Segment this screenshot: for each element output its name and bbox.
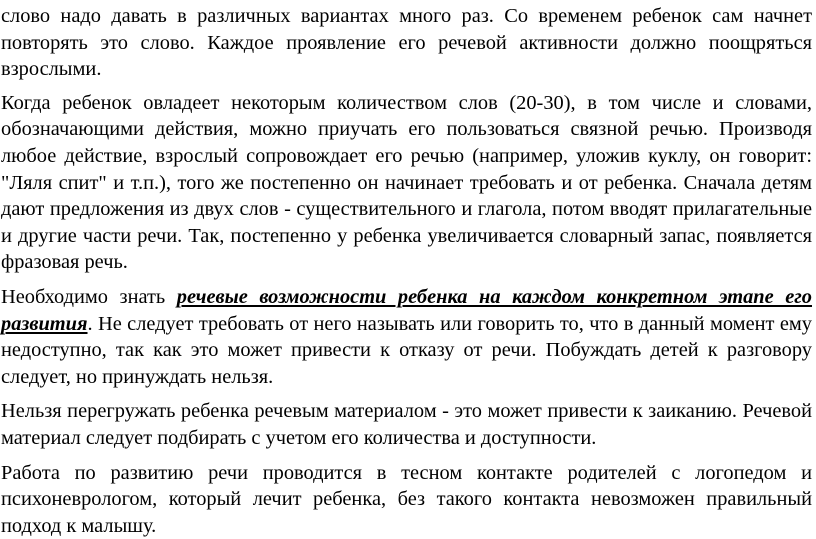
- paragraph-specialist-contact: Работа по развитию речи проводится в тесном контакте родителей с логопедом и психоневрологом, который лечит ребенка, без такого контакта невозможен правильный подход к малышу.: [1, 461, 812, 537]
- paragraph-speech-overload: Нельзя перегружать ребенка речевым материалом - это может привести к заиканию. Речевой материал следует подбирать с учетом его количества и доступности.: [1, 400, 812, 449]
- paragraph-lead-text: Необходимо знать: [1, 285, 177, 308]
- paragraph-connected-speech: Когда ребенок овладеет некоторым количеством слов (20-30), в том числе и словами, обозначающими действия, можно приучать его пользоваться связной речью. Производя любое действие, взрослый сопровождает его речью (например, уложив куклу, он говорит: "Ляля спит" и т.п.), того же постепенно он начинает требовать и от ребенка. Сначала детям дают предложения из двух слов - существительного и глагола, потом вводят прилагательные и другие части речи. Так, постепенно у ребенка увеличивается словарный запас, появляется фразовая речь.: [1, 91, 812, 274]
- paragraph-rest-text: . Не следует требовать от него называть или говорить то, что в данный момент ему недоступно, так как это может привести к отказу от речи. Побуждать детей к разговору следует, но принуждать нельзя.: [1, 312, 812, 388]
- paragraph-word-repetition: слово надо давать в различных вариантах много раз. Со временем ребенок сам начнет повторять это слово. Каждое проявление его речевой активности должно поощряться взрослыми.: [1, 5, 812, 81]
- paragraph-speech-capabilities: [1, 284, 812, 390]
- emphasized-phrase: речевые возможности ребенка на каждом конкретном этапе его развития: [1, 285, 812, 335]
